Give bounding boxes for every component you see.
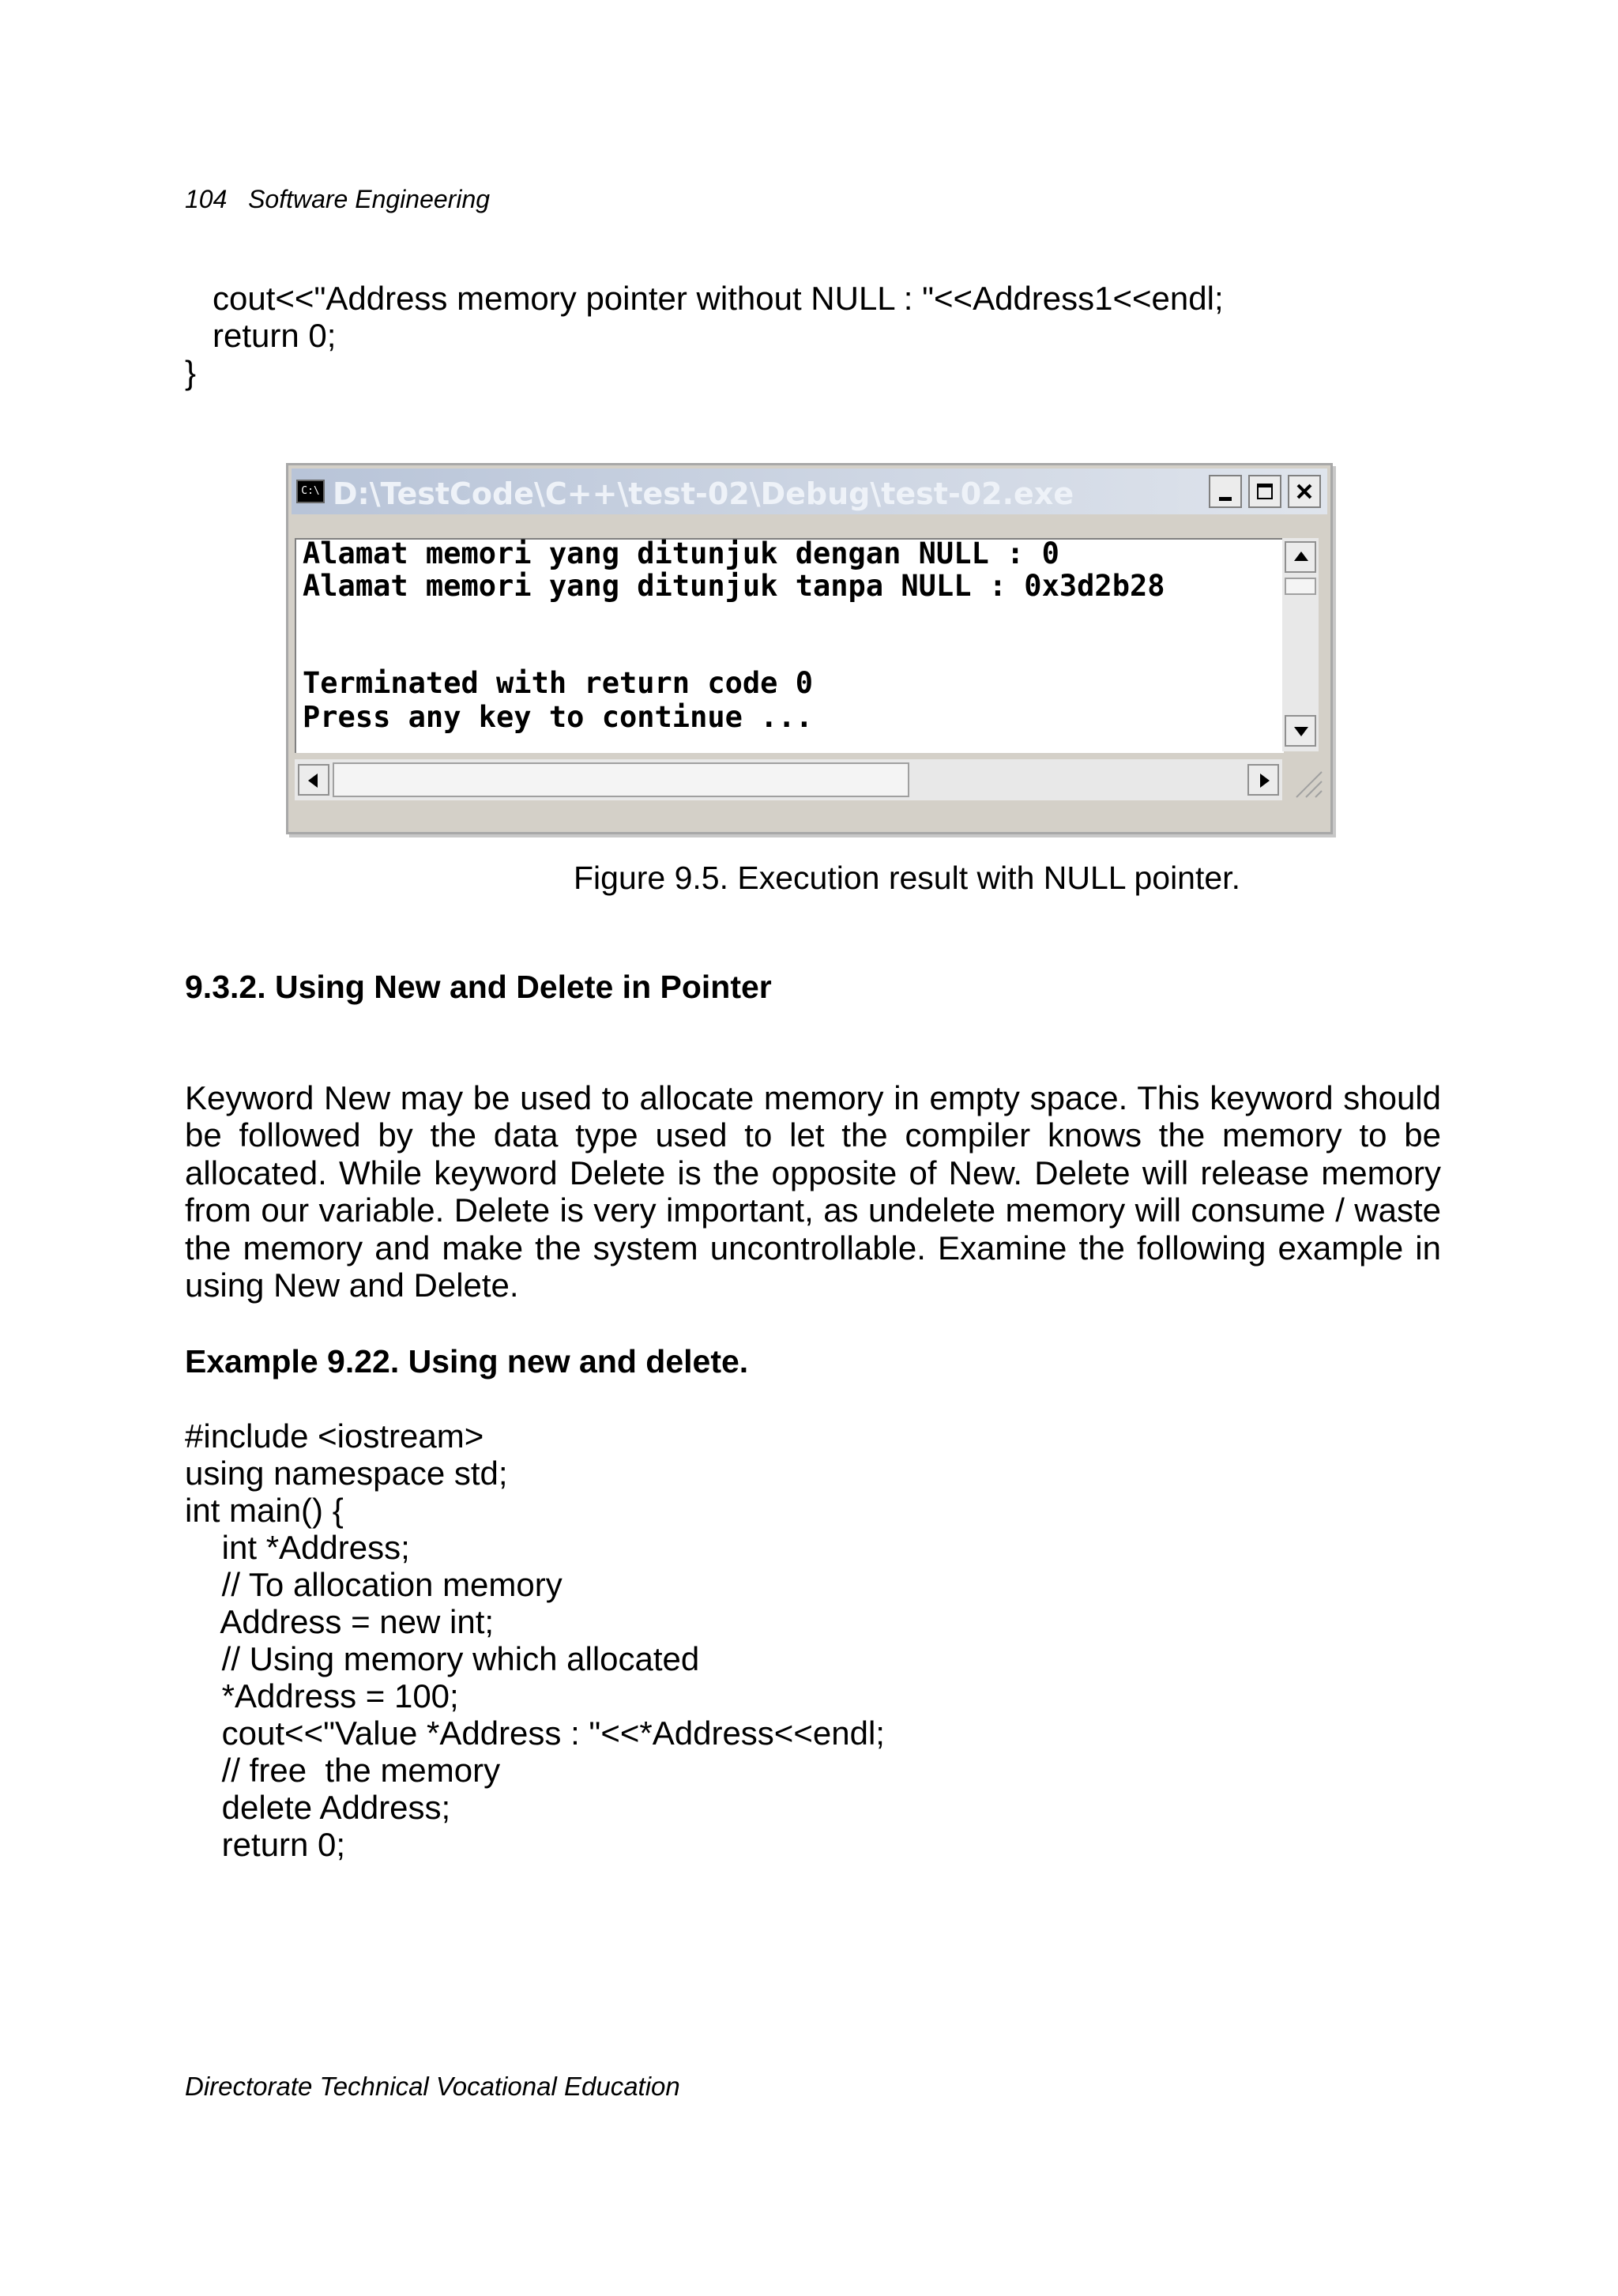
code-line: // free the memory (185, 1752, 501, 1789)
scroll-right-button[interactable] (1247, 764, 1279, 796)
console-line: Press any key to continue ... (303, 700, 814, 734)
code-line: *Address = 100; (185, 1677, 459, 1714)
maximize-button[interactable] (1248, 475, 1281, 508)
scroll-left-button[interactable] (298, 764, 329, 796)
console-window (286, 463, 1333, 834)
close-button[interactable] (1288, 475, 1321, 508)
figure-caption: Figure 9.5. Execution result with NULL pointer. (574, 860, 1240, 896)
code-line: delete Address; (185, 1789, 451, 1826)
running-header (185, 185, 490, 214)
minimize-button[interactable] (1209, 475, 1242, 508)
arrow-up-icon (1294, 551, 1308, 561)
code-line: #include <iostream> (185, 1417, 484, 1455)
section-title: 9.3.2. Using New and Delete in Pointer (185, 969, 772, 1005)
code-line: return 0; (185, 1826, 346, 1863)
page-footer: Directorate Technical Vocational Education (185, 2072, 680, 2101)
code-line: int main() { (185, 1492, 344, 1529)
body-paragraph: Keyword New may be used to allocate memory in empty space. This keyword should be followed by the data type used to let the compiler knows the memory to be allocated. While keyword Delete is the opposite of New. Delete will release memory from our variable. Delete is very important, as undelete memory will consume / waste the memory and make the system uncontrollable. Examine the following example in using New and Delete. (185, 1079, 1441, 1304)
horizontal-scroll-thumb[interactable] (333, 762, 909, 797)
close-icon (1296, 483, 1313, 500)
resize-grip-icon[interactable] (1285, 761, 1325, 800)
console-icon: C:\ (296, 480, 325, 503)
code-line: cout<<"Value *Address : "<<*Address<<endl; (185, 1714, 885, 1752)
code-line: Address = new int; (185, 1603, 495, 1640)
console-titlebar (292, 469, 1327, 514)
book-title: Software Engineering (248, 185, 491, 213)
code-line: using namespace std; (185, 1455, 508, 1492)
code-block-top (185, 280, 1224, 391)
vertical-scrollbar[interactable] (1282, 538, 1319, 751)
minimize-icon (1219, 497, 1232, 501)
horizontal-scrollbar[interactable] (295, 759, 1282, 800)
code-line: // Using memory which allocated (185, 1640, 700, 1677)
code-block-example (185, 1417, 885, 1863)
arrow-down-icon (1294, 727, 1308, 736)
console-line: Alamat memori yang ditunjuk dengan NULL : 0 (303, 536, 1059, 570)
scroll-down-button[interactable] (1285, 715, 1316, 747)
code-line: int *Address; (185, 1529, 410, 1566)
code-line: return 0; (185, 317, 337, 354)
console-output (295, 538, 1284, 753)
arrow-left-icon (308, 773, 318, 788)
code-line: // To allocation memory (185, 1566, 563, 1603)
console-line: Terminated with return code 0 (303, 666, 814, 700)
maximize-icon (1257, 484, 1273, 499)
console-title: D:\TestCode\C++\test-02\Debug\test-02.exe (333, 476, 1074, 511)
scroll-up-button[interactable] (1285, 541, 1316, 573)
code-line: } (185, 354, 197, 391)
vertical-scroll-thumb[interactable] (1285, 578, 1316, 595)
page-number: 104 (185, 185, 228, 213)
example-title: Example 9.22. Using new and delete. (185, 1343, 749, 1379)
console-line: Alamat memori yang ditunjuk tanpa NULL : 0x3d2b28 (303, 569, 1165, 603)
arrow-right-icon (1260, 773, 1270, 788)
code-line: cout<<"Address memory pointer without NULL : "<<Address1<<endl; (185, 280, 1224, 317)
